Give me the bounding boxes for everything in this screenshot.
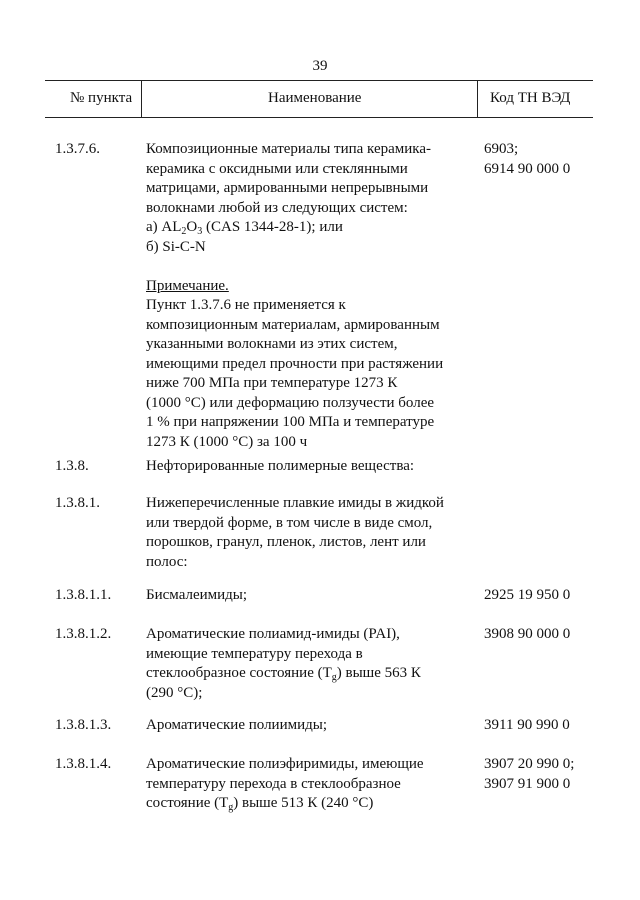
code-line: 3907 91 900 0 [484, 775, 571, 792]
row-code [484, 755, 604, 794]
name-line-tg: состояние $(T_g)$ выше 513 К (240 °С) [146, 795, 374, 813]
note-line: 1 % при напряжении 100 МПа и температуре [146, 414, 435, 430]
row-code [484, 716, 604, 736]
item-b: б) Si-C-N [146, 238, 206, 255]
page-number: 39 [312, 58, 328, 74]
row-number: 1.3.8.1.3. [55, 717, 112, 733]
name-line: Нижеперечисленные плавкие имиды в жидкой [146, 495, 444, 511]
name-line: температуру перехода в стеклообразное [146, 775, 401, 792]
code-line: 3907 20 990 0; [484, 756, 575, 772]
note-title: Примечание. [146, 277, 229, 294]
name-line: Композиционные материалы типа керамика- [146, 141, 432, 157]
header-top-rule [45, 80, 593, 81]
note-line: Пункт 1.3.7.6 не применяется к [146, 297, 346, 313]
note-line: 1273 К (1000 °С) за 100 ч [146, 433, 308, 450]
row-number: 1.3.8.1.2. [55, 626, 112, 642]
header-bottom-rule [45, 117, 593, 118]
header-col-number: № пункта [70, 90, 133, 106]
row-name [146, 716, 476, 736]
name-line: матрицами, армированными непрерывными [146, 180, 429, 196]
name-line: Ароматические полиэфиримиды, имеющие [146, 756, 424, 772]
row-code [484, 586, 604, 606]
name-line: Ароматические полиамид-имиды (PAI), [146, 626, 400, 642]
note-line: имеющими предел прочности при растяжении [146, 355, 444, 372]
row-number: 1.3.8.1.4. [55, 756, 112, 772]
row-name [146, 586, 476, 606]
row-code [484, 625, 604, 645]
row-number: 1.3.7.6. [55, 141, 100, 157]
name-line: Бисмалеимиды; [146, 587, 248, 603]
name-line: имеющие температуру перехода в [146, 645, 363, 662]
item-a: а) $AL_2O_3$ (CAS 1344-28-1); или [146, 219, 343, 237]
note-line: указанными волокнами из этих систем, [146, 336, 398, 352]
code-line: 2925 19 950 0 [484, 587, 571, 603]
row-number: 1.3.8. [55, 458, 89, 474]
code-line: 3908 90 000 0 [484, 626, 571, 642]
row-name [146, 140, 476, 452]
code-line: 3911 90 990 0 [484, 717, 570, 733]
name-line: Нефторированные полимерные вещества: [146, 458, 415, 474]
row-number: 1.3.8.1. [55, 495, 100, 511]
row-name [146, 494, 476, 572]
name-line: или твердой форме, в том числе в виде смол, [146, 514, 433, 531]
name-line: керамика с оксидными или стеклянными [146, 160, 408, 177]
header-col-name: Наименование [268, 90, 362, 106]
code-line: 6903; [484, 141, 519, 157]
name-line: полос: [146, 553, 188, 570]
row-number: 1.3.8.1.1. [55, 587, 112, 603]
name-line: порошков, гранул, пленок, листов, лент или [146, 534, 426, 550]
note-line: (1000 °С) или деформацию ползучести более [146, 394, 435, 411]
header-divider-1 [141, 80, 142, 117]
name-line: Ароматические полиимиды; [146, 717, 328, 733]
row-code [484, 140, 604, 179]
name-line-tg: стеклообразное состояние $(T_g)$ выше 563 К [146, 665, 421, 683]
header-divider-2 [477, 80, 478, 117]
note-line: ниже 700 МПа при температуре 1273 К [146, 375, 398, 391]
name-line: волокнами любой из следующих систем: [146, 199, 408, 216]
row-name [146, 625, 476, 703]
name-line: (290 °С); [146, 684, 203, 701]
code-line: 6914 90 000 0 [484, 160, 571, 177]
header-col-code: Код ТН ВЭД [490, 90, 571, 106]
note-line: композиционным материалам, армированным [146, 316, 440, 333]
row-name [146, 457, 476, 477]
row-name [146, 755, 476, 814]
